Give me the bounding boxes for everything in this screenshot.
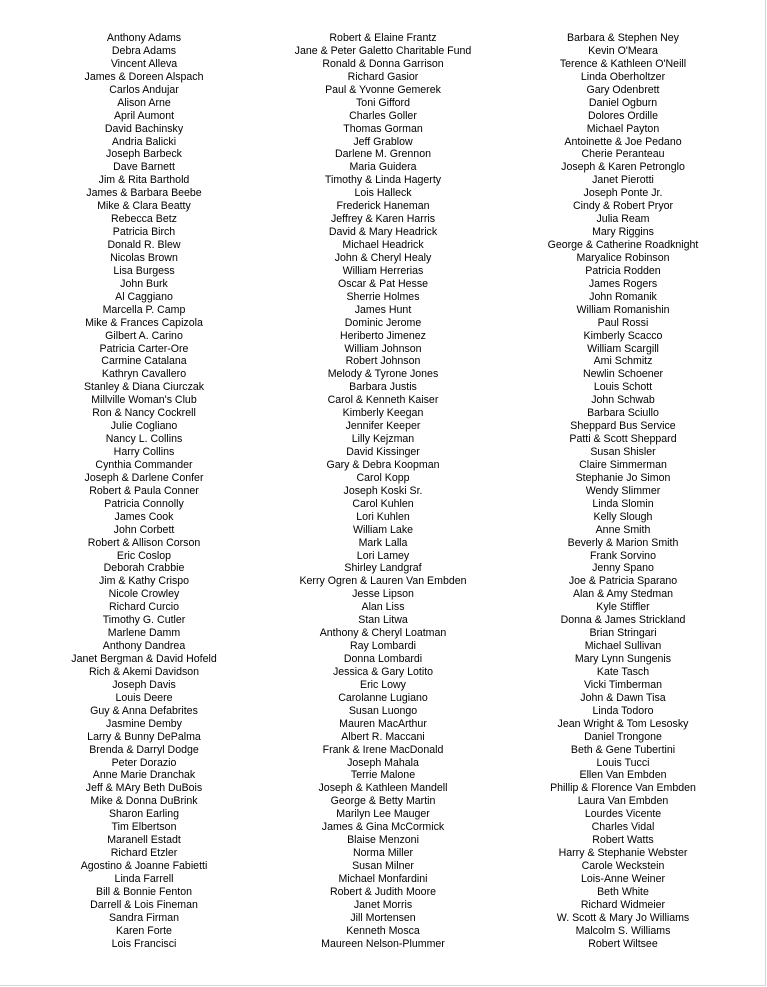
names-column-1 (44, 32, 244, 951)
name-entry: Marcella P. Camp (102, 303, 186, 316)
name-entry: Gary Odenbrett (586, 83, 660, 96)
name-entry: Robert Johnson (345, 355, 421, 368)
name-entry: Barbara Justis (349, 381, 417, 394)
name-entry: Carol & Kenneth Kaiser (327, 394, 439, 407)
name-entry: Harry Collins (113, 446, 175, 458)
name-entry: Sheppard Bus Service (570, 420, 676, 433)
name-entry: Dolores Ordille (587, 109, 659, 122)
name-entry: Richard Widmeier (580, 898, 666, 911)
name-entry: Malcolm S. Williams (575, 924, 671, 937)
name-entry: Terrie Malone (350, 769, 416, 782)
name-entry: Stan Litwa (358, 614, 408, 627)
name-entry: April Aumont (113, 109, 175, 122)
name-entry: Ami Schmitz (593, 355, 653, 368)
name-entry: Carlos Andujar (109, 83, 179, 96)
name-entry: Charles Goller (349, 109, 417, 122)
name-entry: Patricia Birch (112, 226, 176, 239)
name-entry: Louis Tucci (596, 756, 650, 769)
name-entry: Anthony & Cheryl Loatman (319, 627, 447, 640)
name-entry: Robert & Paula Conner (89, 484, 199, 497)
name-entry: Jennifer Keeper (345, 420, 421, 433)
name-entry: William Scargill (587, 342, 659, 355)
name-entry: Melody & Tyrone Jones (327, 368, 439, 381)
name-entry: John Schwab (591, 394, 655, 407)
name-entry: Karen Forte (116, 924, 172, 937)
name-entry: George & Betty Martin (330, 795, 436, 808)
names-column-3 (523, 32, 723, 951)
name-entry: Nicolas Brown (110, 251, 178, 264)
name-entry: Jim & Rita Barthold (98, 174, 190, 187)
name-entry: Agostino & Joanne Fabietti (80, 860, 208, 872)
name-entry: Rebecca Betz (111, 213, 177, 226)
name-entry: Jane & Peter Galetto Charitable Fund (294, 44, 472, 57)
name-entry: Patti & Scott Sheppard (569, 433, 677, 446)
name-entry: John Corbett (113, 523, 175, 536)
name-entry: Deborah Crabbie (103, 562, 185, 575)
name-entry: Anne Smith (595, 523, 651, 536)
name-entry: Nancy L. Collins (105, 433, 183, 446)
name-entry: Frederick Haneman (336, 200, 430, 213)
name-entry: Robert Wiltsee (588, 937, 658, 950)
name-entry: Terence & Kathleen O'Neill (559, 57, 687, 70)
name-entry: Lisa Burgess (113, 264, 175, 277)
name-entry: Larry & Bunny DePalma (87, 730, 201, 743)
name-entry: Mike & Clara Beatty (97, 200, 191, 213)
name-entry: Maryalice Robinson (576, 251, 670, 264)
name-entry: Cynthia Commander (95, 458, 193, 471)
name-entry: Kimberly Keegan (342, 407, 424, 420)
name-entry: Paul & Yvonne Gemerek (325, 83, 441, 96)
name-entry: Linda Oberholtzer (580, 70, 666, 83)
name-entry: Mary Lynn Sungenis (574, 653, 672, 665)
name-entry: Lori Kuhlen (356, 510, 410, 523)
name-entry: Beth White (597, 885, 649, 898)
name-entry: David Bachinsky (104, 122, 184, 135)
name-entry: Darrell & Lois Fineman (90, 898, 198, 911)
name-entry: Antoinette & Joe Pedano (564, 135, 682, 148)
name-entry: Robert Watts (592, 834, 654, 847)
name-entry: John & Dawn Tisa (580, 691, 666, 704)
name-entry: Joseph & Darlene Confer (84, 471, 204, 484)
name-entry: Jeff Grablow (353, 135, 413, 148)
name-entry: Kevin O'Meara (588, 44, 658, 57)
name-entry: James & Barbara Beebe (86, 187, 202, 200)
name-entry: Nicole Crowley (108, 588, 180, 601)
name-entry: Jeffrey & Karen Harris (330, 213, 435, 226)
name-entry: Sharon Earling (108, 808, 180, 821)
name-entry: Paul Rossi (597, 316, 649, 329)
name-entry: Alan & Amy Stedman (572, 588, 674, 601)
name-entry: Millville Woman's Club (91, 394, 197, 407)
name-entry: Anthony Adams (106, 32, 182, 44)
name-entry: William Romanishin (576, 303, 670, 316)
name-entry: Mark Lalla (358, 536, 408, 549)
name-entry: Barbara Sciullo (587, 407, 659, 420)
name-entry: Phillip & Florence Van Embden (550, 782, 696, 795)
name-entry: Peter Dorazio (111, 756, 177, 769)
name-entry: Mary Riggins (592, 226, 654, 239)
name-entry: Claire Simmerman (579, 458, 667, 471)
name-entry: Norma Miller (352, 847, 414, 860)
name-entry: Frank & Irene MacDonald (322, 743, 444, 756)
name-entry: Al Caggiano (115, 290, 173, 303)
name-entry: Daniel Trongone (584, 730, 662, 743)
name-entry: Joe & Patricia Sparano (568, 575, 678, 588)
name-entry: Julia Ream (596, 213, 650, 226)
name-entry: David & Mary Headrick (328, 226, 438, 239)
name-entry: Kathryn Cavallero (101, 368, 187, 381)
name-entry: Robert & Elaine Frantz (329, 32, 437, 44)
name-entry: Timothy G. Cutler (102, 614, 186, 627)
name-entry: Eric Coslop (116, 549, 172, 562)
name-entry: Lois Halleck (354, 187, 412, 200)
name-entry: Ray Lombardi (350, 640, 416, 653)
name-entry: Joseph Barbeck (106, 148, 182, 161)
name-entry: John & Cheryl Healy (334, 251, 432, 264)
name-entry: Ronald & Donna Garrison (322, 57, 444, 70)
name-entry: Patricia Carter-Ore (99, 342, 189, 355)
name-entry: Timothy & Linda Hagerty (324, 174, 442, 187)
name-entry: James & Doreen Alspach (84, 70, 204, 83)
name-entry: Toni Gifford (356, 96, 410, 109)
name-entry: Anthony Dandrea (102, 640, 186, 653)
name-entry: Susan Milner (352, 860, 414, 872)
name-entry: William Lake (352, 523, 414, 536)
name-entry: Jessica & Gary Lotito (332, 665, 434, 678)
name-entry: Harry & Stephanie Webster (558, 847, 688, 860)
name-entry: Carol Kuhlen (352, 497, 414, 510)
name-entry: Darlene M. Grennon (335, 148, 431, 161)
name-entry: Dave Barnett (113, 161, 175, 174)
name-entry: Susan Shisler (590, 446, 656, 458)
name-entry: Michael Monfardini (338, 872, 428, 885)
name-entry: Lois Francisci (111, 937, 177, 950)
name-entry: Michael Headrick (342, 239, 424, 251)
name-entry: Michael Payton (586, 122, 660, 135)
name-entry: Ron & Nancy Cockrell (92, 407, 196, 420)
name-entry: Newlin Schoener (582, 368, 664, 381)
name-entry: Jenny Spano (592, 562, 654, 575)
name-entry: Brian Stringari (589, 627, 657, 640)
name-entry: Janet Morris (353, 898, 413, 911)
name-entry: Jim & Kathy Crispo (98, 575, 190, 588)
name-entry: Sherrie Holmes (346, 290, 420, 303)
name-entry: Albert R. Maccani (341, 730, 425, 743)
name-entry: Julie Cogliano (110, 420, 178, 433)
name-entry: Charles Vidal (591, 821, 655, 834)
name-entry: James Rogers (588, 277, 658, 290)
name-entry: Laura Van Embden (577, 795, 669, 808)
name-entry: James Cook (114, 510, 174, 523)
name-entry: Barbara & Stephen Ney (567, 32, 679, 44)
name-entry: Linda Todoro (592, 704, 654, 717)
name-entry: Marlene Damm (107, 627, 181, 640)
name-entry: Joseph Mahala (347, 756, 419, 769)
name-entry: Patricia Rodden (585, 264, 661, 277)
name-entry: Joseph & Kathleen Mandell (318, 782, 448, 795)
name-entry: Heriberto Jimenez (340, 329, 426, 342)
name-entry: William Herrerias (342, 264, 424, 277)
name-entry: Cindy & Robert Pryor (572, 200, 674, 213)
name-entry: Marilyn Lee Mauger (336, 808, 430, 821)
name-entry: Jasmine Demby (106, 717, 182, 730)
name-entry: John Burk (120, 277, 168, 290)
name-entry: Lourdes Vicente (584, 808, 662, 821)
name-entry: Joseph Koski Sr. (343, 484, 423, 497)
name-entry: Jean Wright & Tom Lesosky (557, 717, 689, 730)
name-entry: Linda Farrell (114, 872, 174, 885)
name-entry: Lois-Anne Weiner (580, 872, 665, 885)
name-entry: Carmine Catalana (101, 355, 187, 368)
name-entry: Vicki Timberman (583, 678, 663, 691)
name-entry: James & Gina McCormick (321, 821, 445, 834)
name-entry: Anne Marie Dranchak (92, 769, 196, 782)
name-entry: Frank Sorvino (590, 549, 656, 562)
name-entry: Janet Pierotti (592, 174, 654, 187)
name-entry: Richard Gasior (347, 70, 419, 83)
name-entry: Kenneth Mosca (346, 924, 420, 937)
names-column-2 (283, 32, 483, 951)
name-entry: Kyle Stiffler (596, 601, 650, 614)
name-entry: Andria Balicki (111, 135, 177, 148)
name-entry: Richard Etzler (110, 847, 178, 860)
name-entry: Joseph & Karen Petronglo (561, 161, 685, 174)
name-entry: Donna & James Strickland (560, 614, 686, 627)
name-entry: Alan Liss (361, 601, 405, 614)
name-entry: Maranell Estadt (107, 834, 181, 847)
name-entry: Wendy Slimmer (585, 484, 661, 497)
name-entry: Mauren MacArthur (339, 717, 427, 730)
name-entry: Beverly & Marion Smith (567, 536, 679, 549)
name-entry: Bill & Bonnie Fenton (96, 885, 192, 898)
name-entry: Guy & Anna Defabrites (90, 704, 198, 717)
name-entry: Joseph Ponte Jr. (583, 187, 663, 200)
name-entry: Donald R. Blew (107, 239, 181, 251)
name-entry: George & Catherine Roadknight (547, 239, 699, 251)
name-entry: Gary & Debra Koopman (326, 458, 440, 471)
name-entry: Alison Arne (117, 96, 171, 109)
name-entry: Joseph Davis (112, 678, 176, 691)
name-entry: Kimberly Scacco (583, 329, 663, 342)
name-entry: W. Scott & Mary Jo Williams (556, 911, 690, 924)
name-entry: Stephanie Jo Simon (575, 471, 671, 484)
name-entry: Richard Curcio (108, 601, 180, 614)
name-entry: Rich & Akemi Davidson (88, 665, 200, 678)
name-entry: Brenda & Darryl Dodge (89, 743, 199, 756)
name-entry: Beth & Gene Tubertini (570, 743, 676, 756)
name-entry: Linda Slomin (592, 497, 654, 510)
name-entry: Jesse Lipson (352, 588, 414, 601)
name-entry: Robert & Judith Moore (330, 885, 436, 898)
name-entry: Carole Weckstein (581, 860, 665, 872)
name-entry: Robert & Allison Corson (87, 536, 201, 549)
name-entry: Blaise Menzoni (347, 834, 419, 847)
name-entry: Kerry Ogren & Lauren Van Embden (299, 575, 467, 588)
name-entry: Carolanne Lugiano (338, 691, 428, 704)
name-entry: Kate Tasch (596, 665, 650, 678)
name-entry: Debra Adams (111, 44, 177, 57)
name-entry: Mike & Frances Capizola (85, 316, 203, 329)
name-entry: Daniel Ogburn (588, 96, 658, 109)
name-entry: Sandra Firman (108, 911, 180, 924)
name-entry: Donna Lombardi (343, 653, 423, 665)
name-entry: Thomas Gorman (343, 122, 423, 135)
name-entry: Lilly Kejzman (351, 433, 415, 446)
name-entry: Michael Sullivan (584, 640, 662, 653)
name-entry: Jeff & MAry Beth DuBois (85, 782, 203, 795)
name-entry: Ellen Van Embden (579, 769, 667, 782)
name-entry: Kelly Slough (593, 510, 653, 523)
name-entry: Carol Kopp (356, 471, 410, 484)
name-entry: Mike & Donna DuBrink (90, 795, 198, 808)
name-entry: Maureen Nelson-Plummer (321, 937, 445, 950)
name-entry: Vincent Alleva (110, 57, 178, 70)
name-entry: Oscar & Pat Hesse (337, 277, 429, 290)
name-entry: Maria Guidera (349, 161, 417, 174)
name-entry: Louis Schott (593, 381, 653, 394)
name-entry: Louis Deere (115, 691, 173, 704)
name-entry: James Hunt (354, 303, 412, 316)
name-entry: Tim Elbertson (111, 821, 177, 834)
name-entry: Shirley Landgraf (344, 562, 422, 575)
name-entry: John Romanik (589, 290, 657, 303)
name-entry: Cherie Peranteau (581, 148, 665, 161)
name-entry: Dominic Jerome (344, 316, 422, 329)
name-entry: Stanley & Diana Ciurczak (83, 381, 205, 394)
name-entry: Janet Bergman & David Hofeld (71, 653, 217, 665)
name-entry: Jill Mortensen (350, 911, 416, 924)
name-entry: Eric Lowy (360, 678, 406, 691)
name-entry: Patricia Connolly (104, 497, 184, 510)
name-entry: William Johnson (344, 342, 422, 355)
name-entry: David Kissinger (346, 446, 420, 458)
name-entry: Lori Lamey (356, 549, 410, 562)
name-entry: Gilbert A. Carino (105, 329, 183, 342)
name-entry: Susan Luongo (348, 704, 418, 717)
